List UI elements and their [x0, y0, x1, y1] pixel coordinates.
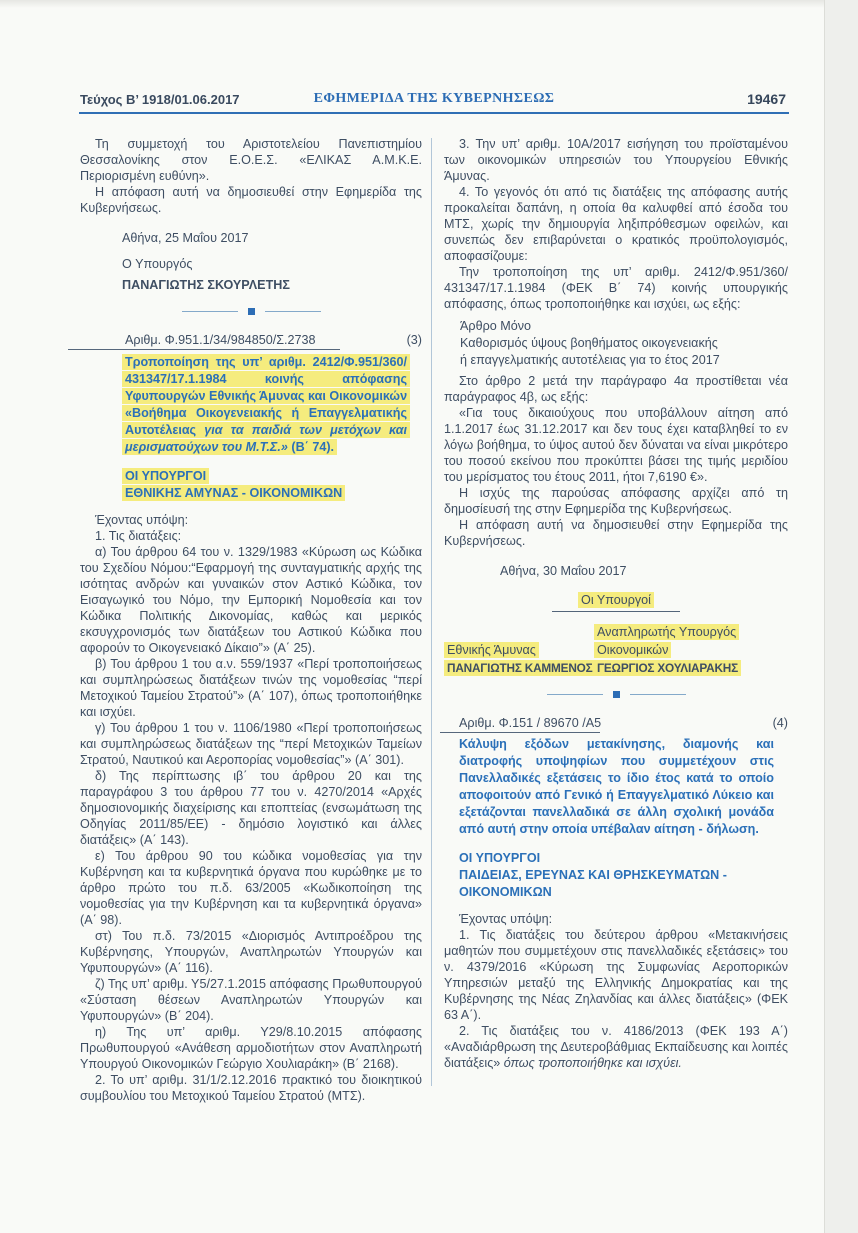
paragraph: 4. Το γεγονός ότι από τις διατάξεις της απόφασης αυτής προκαλείται δαπάνη, η οποία θα καλυφθεί από έσοδα του ΜΤΣ, χωρίς την δημιουργία ληξιπρόθεσμων οφειλών, και συνεπώς δεν επιβαρύνεται ο κρατικός προϋπολογισμός, αποφασίζουμε:: [444, 185, 788, 263]
scan-right-edge: [824, 0, 858, 1233]
paragraph: ε) Του άρθρου 90 του κώδικα νομοθεσίας για την Κυβέρνηση και τα κυβερνητικά όργανα που κυρώθηκε με το άρθρο πρώτο του π.δ. 63/2005 «Κωδικοποίηση της νομοθεσίας για την Κυβέρνηση και τα κυβερνητικά όργανα» (Α΄ 98).: [80, 849, 422, 927]
doc-title: Τροποποίηση της υπ’ αριθμ. 2412/Φ.951/360/ 431347/17.1.1984 κοινής απόφασης Υφυπουργών Εθνικής Άμυνας και Οικονομικών «Βοήθημα Οικογενειακής ή Επαγγελματικής Αυτοτέλειας για τα παιδιά των μετόχων και μερισματούχων του Μ.Τ.Σ.» (Β΄ 74).: [122, 354, 410, 456]
ministers-names: ΠΑΙΔΕΙΑΣ, ΕΡΕΥΝΑΣ ΚΑΙ ΘΡΗΣΚΕΥΜΑΤΩΝ - ΟΙΚΟΝΟΜΙΚΩΝ: [459, 868, 727, 899]
paragraph: β) Του άρθρου 1 του α.ν. 559/1937 «Περί τροποποιήσεως και συμπληρώσεως διατάξεων τινών της νομοθεσίας “περί Μετοχικού Ταμείου Στρατού”» (Α΄ 107), όπως τροποποιήθηκε και ισχύει.: [80, 657, 422, 719]
separator-line: [265, 311, 321, 312]
ministers-label: ΟΙ ΥΠΟΥΡΓΟΙ: [459, 851, 541, 865]
doc-title: Κάλυψη εξόδων μετακίνησης, διαμονής και διατροφής υποψηφίων που συμμετέχουν στις Πανελλαδικές εξετάσεις το ίδιο έτος κατά το οποίο αποφοιτούν από Γενικό ή Επαγγελματικό Λύκειο και εξετάζονται πανελλαδικά σε άλλη σχολική μονάδα από αυτή στην οποία υπέβαλαν αίτηση - δήλωση.: [459, 737, 774, 836]
issue-label: Τεύχος Β’ 1918/01.06.2017: [80, 92, 240, 107]
signature-role: Οικονομικών: [594, 643, 788, 658]
paragraph: Στο άρθρο 2 μετά την παράγραφο 4α προστίθεται νέα παράγραφος 4β, ως εξής:: [444, 374, 788, 404]
separator-line: [630, 694, 686, 695]
doc-number-row: [444, 715, 788, 731]
ministers-label: ΟΙ ΥΠΟΥΡΓΟΙ: [122, 468, 422, 485]
separator-line: [547, 694, 603, 695]
separator-square-icon: [613, 691, 620, 698]
date-line: Αθήνα, 30 Μαΐου 2017: [500, 564, 627, 578]
signature-role: Αναπληρωτής Υπουργός: [594, 625, 788, 640]
right-column: [444, 136, 788, 1071]
doc-index: (3): [406, 333, 422, 347]
section-separator: [444, 691, 788, 698]
paragraph: δ) Της περίπτωσης ιβ΄ του άρθρου 20 και της παραγράφου 3 του άρθρου 77 του ν. 4270/2014 «Αρχές δημοσιονομικής διαχείρισης και εποπτείας (ενσωμάτωση της Οδηγίας 2011/85/ΕΕ) - δημόσιο λογιστικό και άλλες διατάξεις» (Α΄ 143).: [80, 769, 422, 847]
header-rule: [79, 112, 789, 114]
signature-role-empty: [444, 625, 594, 640]
paragraph: Έχοντας υπόψη:: [459, 912, 553, 926]
signatories-label: Οι Υπουργοί: [444, 592, 788, 612]
paragraph: στ) Του π.δ. 73/2015 «Διορισμός Αντιπροέδρου της Κυβέρνησης, Υπουργών, Αναπληρωτών Υπουργών και Υφυπουργών» (Α΄ 116).: [80, 929, 422, 975]
signature-name: ΓΕΩΡΓΙΟΣ ΧΟΥΛΙΑΡΑΚΗΣ: [594, 661, 788, 676]
paragraph: 2. Το υπ’ αριθμ. 31/1/2.12.2016 πρακτικό του διοικητικού συμβουλίου του Μετοχικού Ταμείου Στρατού (ΜΤΣ).: [80, 1073, 422, 1103]
paragraph: Η απόφαση αυτή να δημοσιευθεί στην Εφημερίδα της Κυβερνήσεως.: [80, 185, 422, 215]
page-number: 19467: [747, 91, 786, 107]
paragraph: Τη συμμετοχή του Αριστοτελείου Πανεπιστημίου Θεσσαλονίκης στον Ε.Ο.Ε.Σ. «ΕΛΙΚΑΣ Α.Μ.Κ.Ε. Περιορισμένη ευθύνη».: [80, 137, 422, 183]
separator-square-icon: [248, 308, 255, 315]
scan-top-edge: [0, 0, 858, 8]
ministers-names: ΕΘΝΙΚΗΣ ΑΜΥΝΑΣ - ΟΙΚΟΝΟΜΙΚΩΝ: [122, 485, 422, 502]
doc-number: Αριθμ. Φ.951.1/34/984850/Σ.2738: [125, 333, 316, 347]
paragraph: 1. Τις διατάξεις:: [95, 529, 182, 543]
gazette-title: ΕΦΗΜΕΡΙΔΑ ΤΗΣ ΚΥΒΕΡΝΗΣΕΩΣ: [313, 91, 555, 106]
signatures-block: [444, 625, 788, 676]
paragraph: 1. Τις διατάξεις του δεύτερου άρθρου «Μετακινήσεις μαθητών που συμμετέχουν στις πανελλαδικές εξετάσεις» του ν. 4379/2016 «Κύρωση της Συμφωνίας Αεροπορικών Υπηρεσιών μεταξύ της Ελληνικής Δημοκρατίας και της Κυβέρνησης της Νέας Ζηλανδίας και άλλες διατάξεις» (ΦΕΚ 63 Α΄).: [444, 928, 788, 1022]
paragraph: Την τροποποίηση της υπ’ αριθμ. 2412/Φ.951/360/ 431347/17.1.1984 (ΦΕΚ Β΄ 74) κοινής υπουργικής απόφασης, όπως τροποποιήθηκε και ισχύει, ως εξής:: [444, 265, 788, 311]
signer-name: ΠΑΝΑΓΙΩΤΗΣ ΣΚΟΥΡΛΕΤΗΣ: [122, 278, 290, 292]
paragraph: «Για τους δικαιούχους που υποβάλλουν αίτηση από 1.1.2017 έως 31.12.2017 και δεν τους έχει καταβληθεί το εν λόγω βοήθημα, το ύψος αυτού δεν δύναται να είναι μικρότερο του ποσού εκείνου που προκύπτει βάσει της τιμής μεριδίου του μερίσματος του έτους 2011, ήτοι 7,6190 €».: [444, 406, 788, 484]
signature-role: Εθνικής Άμυνας: [444, 643, 594, 658]
section-separator: [80, 308, 422, 315]
paragraph: ζ) Της υπ’ αριθμ. Υ5/27.1.2015 απόφασης Πρωθυπουργού «Σύσταση θέσεων Αναπληρωτών Υπουργών και Υφυπουργών» (Β΄ 204).: [80, 977, 422, 1023]
paragraph: 2. Τις διατάξεις του ν. 4186/2013 (ΦΕΚ 193 Α΄) «Αναδιάρθρωση της Δευτεροβάθμιας Εκπαίδευσης και λοιπές διατάξεις» όπως τροποποιήθηκε και ισχύει.: [444, 1024, 788, 1070]
paragraph: α) Του άρθρου 64 του ν. 1329/1983 «Κύρωση ως Κώδικα του Σχεδίου Νόμου:“Εφαρμογή της συνταγματικής αρχής της ισότητας ανδρών και γυναικών στον Αστικό Κώδικα, τον Εισαγωγικό του Νόμο, την Εμπορική Νομοθεσία και τον Κώδικα Πολιτικής Δικονομίας, καθώς και μερικός εκσυγχρονισμός των διατάξεων του Αστικού Κώδικα που αφορούν το Οικογενειακό Δίκαιο”» (Α΄ 25).: [80, 545, 422, 655]
date-line: Αθήνα, 25 Μαΐου 2017: [122, 231, 249, 245]
signature-name: ΠΑΝΑΓΙΩΤΗΣ ΚΑΜΜΕΝΟΣ: [444, 661, 594, 676]
doc-number: Αριθμ. Φ.151 / 89670 /Α5: [459, 716, 602, 730]
paragraph: η) Της υπ’ αριθμ. Υ29/8.10.2015 απόφασης Πρωθυπουργού «Ανάθεση αρμοδιοτήτων στον Αναπληρωτή Υπουργού Οικονομικών Γεώργιο Χουλιαράκη» (Β΄ 2168).: [80, 1025, 422, 1071]
paragraph: Έχοντας υπόψη:: [95, 513, 189, 527]
signer-role: Ο Υπουργός: [122, 257, 193, 271]
article-heading: Άρθρο Μόνο Καθορισμός ύψους βοηθήματος οικογενειακής ή επαγγελματικής αυτοτέλειας για το έτος 2017: [460, 319, 720, 367]
paragraph: 3. Την υπ’ αριθμ. 10Α/2017 εισήγηση του προϊσταμένου των οικονομικών υπηρεσιών του Υπουργείου Εθνικής Άμυνας.: [444, 137, 788, 183]
left-column: [80, 136, 422, 1104]
doc-index: (4): [772, 716, 788, 730]
doc-number-row: [80, 332, 422, 348]
column-divider: [431, 138, 432, 1086]
paragraph: Η απόφαση αυτή να δημοσιευθεί στην Εφημερίδα της Κυβερνήσεως.: [444, 518, 788, 548]
paragraph: Η ισχύς της παρούσας απόφασης αρχίζει από τη δημοσίευσή της στην Εφημερίδα της Κυβερνήσεως.: [444, 486, 788, 516]
separator-line: [182, 311, 238, 312]
paragraph: γ) Του άρθρου 1 του ν. 1106/1980 «Περί τροποποιήσεως και συμπληρώσεως διατάξεων της “περί Μετοχικών Ταμείων Στρατού, Ναυτικού και Αεροπορίας νομοθεσίας”» (Α΄ 301).: [80, 721, 422, 767]
